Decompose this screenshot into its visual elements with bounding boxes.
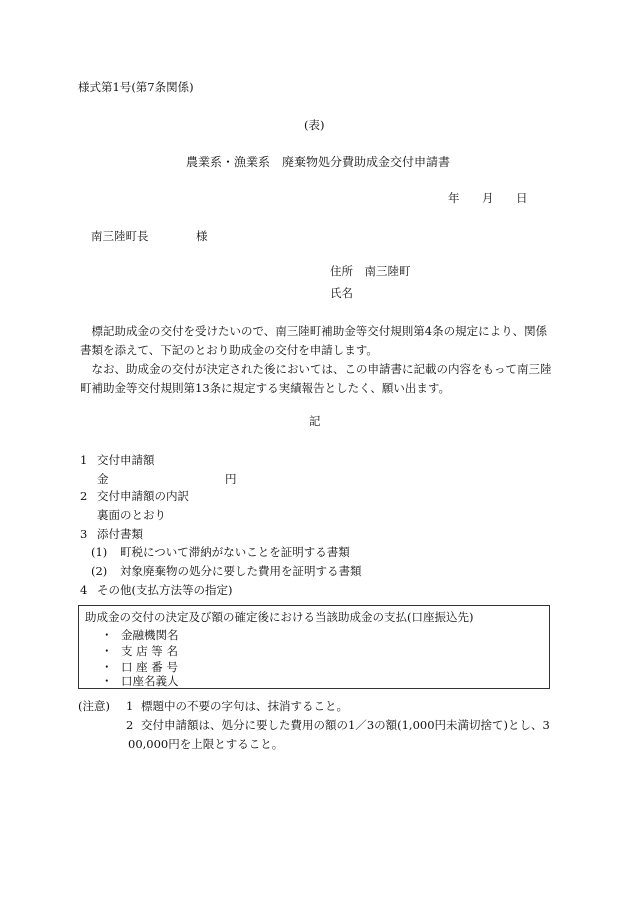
body-text	[80, 322, 555, 398]
bank-transfer-box	[78, 605, 550, 689]
bank-name-label: 金融機関名	[121, 628, 179, 642]
bullet-icon: ・	[101, 628, 113, 642]
applicant-address-label: 住所 南三陸町	[330, 264, 411, 278]
addressee-name: 南三陸町長	[91, 229, 149, 243]
document-title: 農業系・漁業系 廃棄物処分費助成金交付申請書	[186, 155, 451, 169]
body-paragraph-1: 標記助成金の交付を受けたいので、南三陸町補助金等交付規則第4条の規定により、関係書類を添えて、下記のとおり助成金の交付を申請します。	[80, 324, 548, 357]
item-4-number: 4	[80, 583, 88, 597]
item-3-sub-1: 町税について滞納がないことを証明する書類	[120, 545, 350, 559]
item-3-label: 添付書類	[97, 527, 143, 541]
item-3-number: 3	[80, 527, 88, 541]
item-3-sub-2-number: (2)	[91, 564, 108, 578]
note-1-number: 1	[126, 699, 134, 713]
account-holder-label: 口座名義人	[121, 674, 179, 688]
bank-box-header: 助成金の交付の決定及び額の確定後における当該助成金の支払(口座振込先)	[85, 610, 474, 624]
addressee-honorific: 様	[196, 229, 208, 243]
item-1-yen: 円	[225, 472, 237, 486]
note-2-text-line-1: 交付申請額は、処分に要した費用の額の1／3の額(1,000円未満切捨て)とし、3	[141, 718, 550, 732]
note-1-text: 標題中の不要の字句は、抹消すること。	[141, 699, 348, 713]
body-paragraph-2: なお、助成金の交付が決定された後においては、この申請書に記載の内容をもって南三陸町補助金等交付規則第13条に規定する実績報告としたく、願い出ます。	[80, 362, 552, 395]
branch-label: 支 店 等 名	[121, 644, 178, 658]
item-1-label: 交付申請額	[97, 453, 155, 467]
date-year-label: 年	[448, 191, 460, 205]
item-2-sub: 裏面のとおり	[97, 508, 166, 522]
item-3-sub-1-number: (1)	[91, 545, 108, 559]
item-2-label: 交付申請額の内訳	[97, 489, 189, 503]
applicant-name-label: 氏名	[330, 286, 353, 300]
item-3-sub-2: 対象廃棄物の処分に要した費用を証明する書類	[120, 564, 362, 578]
item-4-label: その他(支払方法等の指定)	[97, 583, 233, 597]
item-2-number: 2	[80, 489, 88, 503]
bullet-icon: ・	[101, 674, 113, 688]
side-marker: (表)	[304, 118, 325, 132]
date-month-label: 月	[482, 191, 494, 205]
note-2-number: 2	[126, 718, 134, 732]
bullet-icon: ・	[101, 644, 113, 658]
bullet-icon: ・	[101, 660, 113, 674]
date-day-label: 日	[516, 191, 528, 205]
note-2-text-line-2: 00,000円を上限とすること。	[128, 737, 284, 751]
ki-heading: 記	[309, 414, 321, 428]
item-1-number: 1	[80, 453, 88, 467]
account-number-label: 口 座 番 号	[121, 660, 178, 674]
form-number: 様式第1号(第7条関係)	[78, 80, 194, 94]
notes-label: (注意)	[78, 699, 110, 713]
item-1-kin: 金	[97, 472, 109, 486]
